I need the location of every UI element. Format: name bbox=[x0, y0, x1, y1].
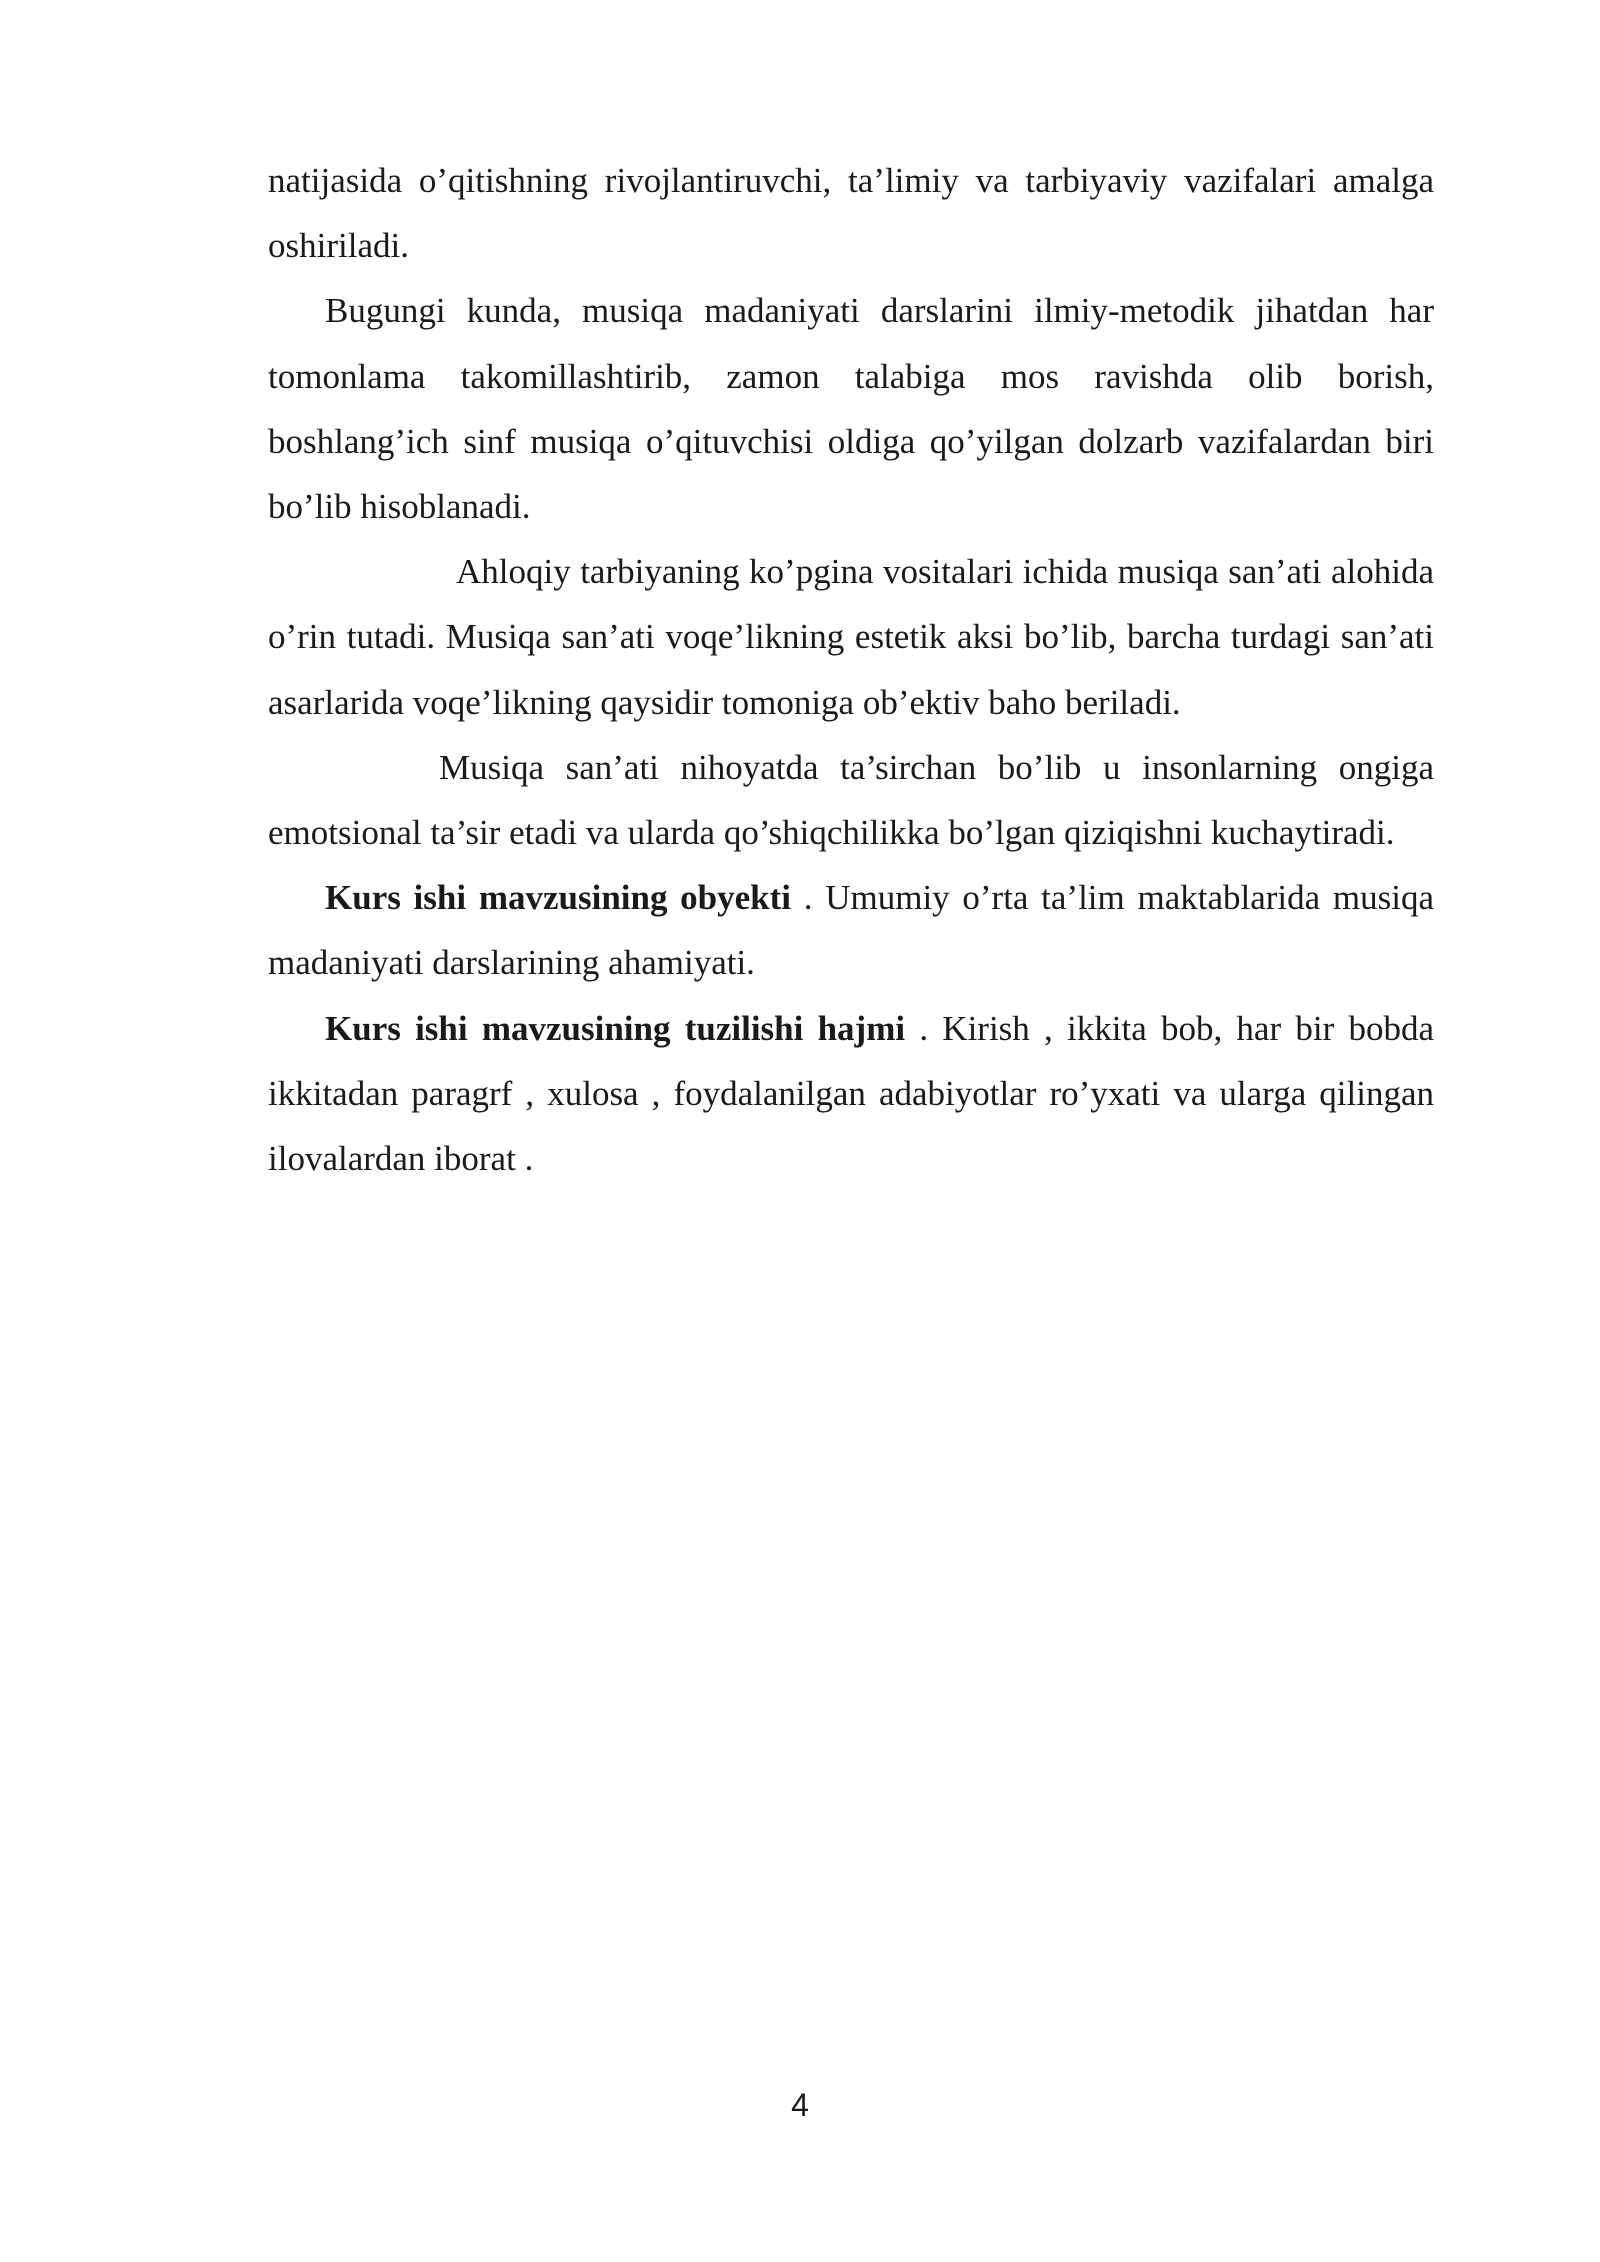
paragraph-continuation bbox=[268, 148, 1434, 278]
body-text bbox=[268, 148, 1434, 1191]
paragraph-text: natijasida o’qitishning rivojlantiruvchi, ta’limiy va tarbiyaviy vazifalari amalga oshiriladi. bbox=[268, 161, 1434, 266]
paragraph-structure bbox=[268, 996, 1434, 1192]
paragraph-text: Bugungi kunda, musiqa madaniyati darslarini ilmiy-metodik jihatdan har tomonlama takomillashtirib, zamon talabiga mos ravishda olib borish, boshlang’ich sinf musiqa o’qituvchisi oldiga qo’yilgan dolzarb vazifalardan biri bo’lib hisoblanadi. bbox=[268, 291, 1434, 527]
page-number: 4 bbox=[791, 2087, 809, 2123]
paragraph-text: Musiqa san’ati nihoyatda ta’sirchan bo’lib u insonlarning ongiga emotsional ta’sir etadi va ularda qo’shiqchilikka bo’lgan qiziqishni kuchaytiradi. bbox=[268, 747, 1434, 853]
paragraph-research-object bbox=[268, 865, 1434, 995]
paragraph-current-tasks bbox=[268, 278, 1434, 539]
paragraph-lead-bold: Kurs ishi mavzusining obyekti bbox=[325, 878, 792, 918]
paragraph-text: . Umumiy o’rta ta’lim maktablarida musiqa madaniyati darslarining ahamiyati. bbox=[268, 878, 1434, 983]
paragraph-moral-education bbox=[268, 539, 1434, 735]
paragraph-text: Ahloqiy tarbiyaning ko’pgina vositalari ichida musiqa san’ati alohida o’rin tutadi. Musiqa san’ati voqe’likning estetik aksi bo’lib, barcha turdagi san’ati asarlarida voqe’likning qaysidir tomoniga ob’ektiv baho beriladi. bbox=[268, 552, 1434, 722]
paragraph-text: . Kirish , ikkita bob, har bir bobda ikkitadan paragrf , xulosa , foydalanilgan adabiyotlar ro’yxati va ularga qilingan ilovalardan iborat . bbox=[268, 1008, 1434, 1179]
paragraph-music-influence bbox=[268, 735, 1434, 865]
paragraph-lead-bold: Kurs ishi mavzusining tuzilishi hajmi bbox=[325, 1008, 906, 1048]
